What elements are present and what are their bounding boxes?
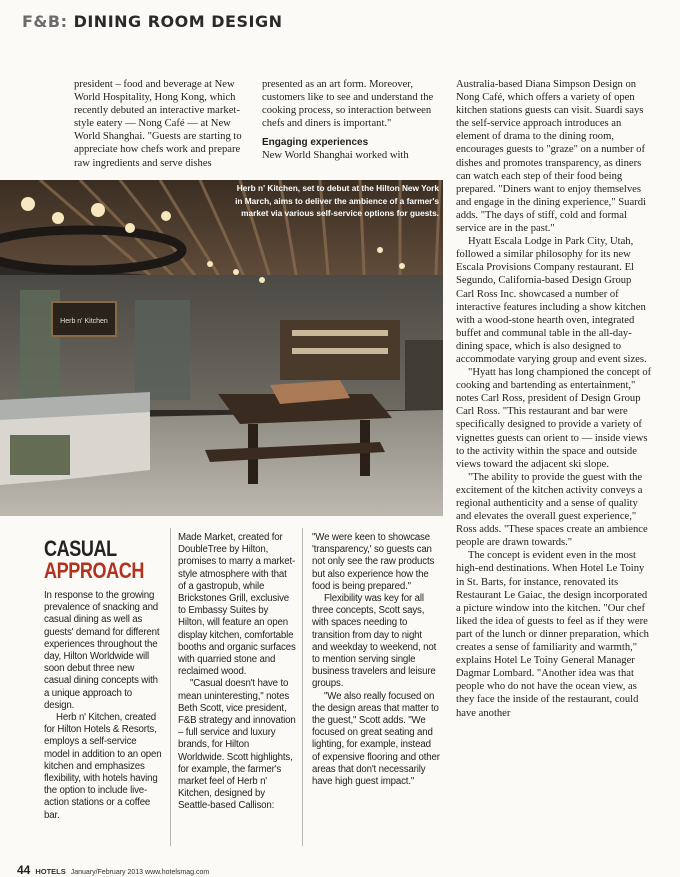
- paragraph: "Casual doesn't have to mean uninteresting," notes Beth Scott, vice president, F&B strategy and innovation – full service and luxury brands, for Hilton Worldwide. Scott highlights, for example, the farmer's market feel of Herb n' Kitchen, designed by Seattle-based Callison:: [178, 678, 296, 812]
- subheading: Engaging experiences: [262, 137, 369, 149]
- paragraph: "The ability to provide the guest with the excitement of the kitchen activity conveys a regional authenticity and a sense of quality and elevates the overall guest experience," Ross adds. "These spaces create an ambience people are drawn towards.": [456, 471, 648, 549]
- issue-date: January/February 2013: [70, 869, 144, 876]
- article-column-3: [456, 78, 652, 720]
- paragraph: Australia-based Diana Simpson Design on Nong Café, which offers a variety of open kitchen stations guests can visit. Suardi says the self-service approach introduces an element of drama to the dining room, encourages guests to "graze" on a number of dishes and promotes transparency, as diners can watch each step of their food being prepared. "Diners want to enjoy themselves and engage in the dining experience," Suardi adds. "The days of stiff, cold and formal service are in the past.": [456, 79, 646, 235]
- page-number: 44: [17, 863, 31, 877]
- paragraph: Flexibility was key for all three concepts, Scott says, with spaces needing to transition from day to night and weekday to weekend, not to mention serving single business travelers and leisure groups.: [312, 593, 437, 690]
- sidebar-title-line1: CASUAL: [44, 536, 117, 561]
- photo-caption: Herb n' Kitchen, set to debut at the Hilton New York in March, aims to deliver the ambience of a farmer's market via various self-service options for guests.: [235, 183, 439, 218]
- sidebar-title-line2: APPROACH: [44, 558, 144, 583]
- paragraph: president – food and beverage at New World Hospitality, Hong Kong, which recently debuted an interactive market-style eatery — Nong Café — at New World Shanghai. "Guests are starting to appreciate how chefs work and prepare raw ingredients and serve dishes: [74, 79, 242, 169]
- section-label: F&B:: [22, 12, 68, 31]
- paragraph: "We also really focused on the design areas that matter to the guest," Scott adds. "We focused on great seating and lighting, for example, instead of expensive flooring and other areas that don't necessarily have high guest impact.": [312, 690, 440, 788]
- column-divider: [170, 528, 171, 846]
- column-divider: [302, 528, 303, 846]
- sidebar-column-1: [44, 590, 162, 822]
- paragraph: Herb n' Kitchen, created for Hilton Hotels & Resorts, employs a self-service model in addition to an open kitchen and emphasizes flexibility, with hotels having the option to include live-action stations or a coffee bar.: [44, 712, 162, 821]
- paragraph: The concept is evident even in the most high-end destinations. When Hotel Le Toiny in St. Barts, for instance, renovated its Restaurant Le Gaiac, the design incorporated a picture window into the kitchen. "Our chef liked the idea of guests to feel as if they were part of the lunch or dinner preparation, which creates a sense of familiarity and warmth," explains Hotel Le Toiny General Manager Dagmar Lombard. "Another idea was that people who do not have the ocean view, as they face the inside of the restaurant, could have another: [456, 550, 649, 719]
- paragraph: In response to the growing prevalence of snacking and casual dining as well as guests' demand for different experiences throughout the day, Hilton Worldwide will soon debut three new casual dining concepts with a unique approach to design.: [44, 590, 160, 711]
- paragraph: "Hyatt has long championed the concept of cooking and bartending as entertainment," notes Carl Ross, president of Design Group Carl Ross. "This restaurant and bar were specifically designed to provide a variety of vignettes guests can orient to — inside views to the activity within the space and outside views toward the adjacent ski slope.: [456, 367, 652, 470]
- restaurant-interior-image: [0, 180, 443, 516]
- sidebar-column-3: [312, 532, 440, 788]
- paragraph: "We were keen to showcase 'transparency,' so guests can not only see the raw products but also experience how the food is being prepared.": [312, 532, 435, 592]
- article-column-2-top: [262, 78, 450, 163]
- section-title: DINING ROOM DESIGN: [73, 12, 283, 31]
- paragraph: New World Shanghai worked with: [262, 150, 409, 162]
- restaurant-photo: [0, 180, 443, 516]
- photo-sign-text: Herb n' Kitchen: [60, 318, 108, 325]
- paragraph: Made Market, created for DoubleTree by Hilton, promises to marry a market-style atmosphere with that of a gastropub, while Brickstones Grill, exclusive to Embassy Suites by Hilton, will feature an open display kitchen, comfortable booths and organic surfaces with quarried stone and reclaimed wood.: [178, 532, 296, 678]
- website-url: www.hotelsmag.com: [145, 869, 210, 876]
- article-column-1-top: [74, 78, 254, 170]
- section-header: [22, 12, 282, 31]
- sidebar-column-2: [178, 532, 296, 813]
- paragraph: Hyatt Escala Lodge in Park City, Utah, followed a similar philosophy for its new Escala Provisions Company restaurant. El Segundo, California-based Design Group Carl Ross Inc. showcased a number of interactive features including a show kitchen with a wood-stone hearth oven, integrated buffet and communal table in the all-day-dining space, which is also designed to accommodate varying group and event sizes.: [456, 236, 647, 365]
- sidebar-title: [44, 538, 144, 582]
- paragraph: presented as an art form. Moreover, customers like to see and understand the cooking process, so interaction between chefs and diners is important.": [262, 79, 434, 130]
- magazine-name: HOTELS: [35, 867, 66, 876]
